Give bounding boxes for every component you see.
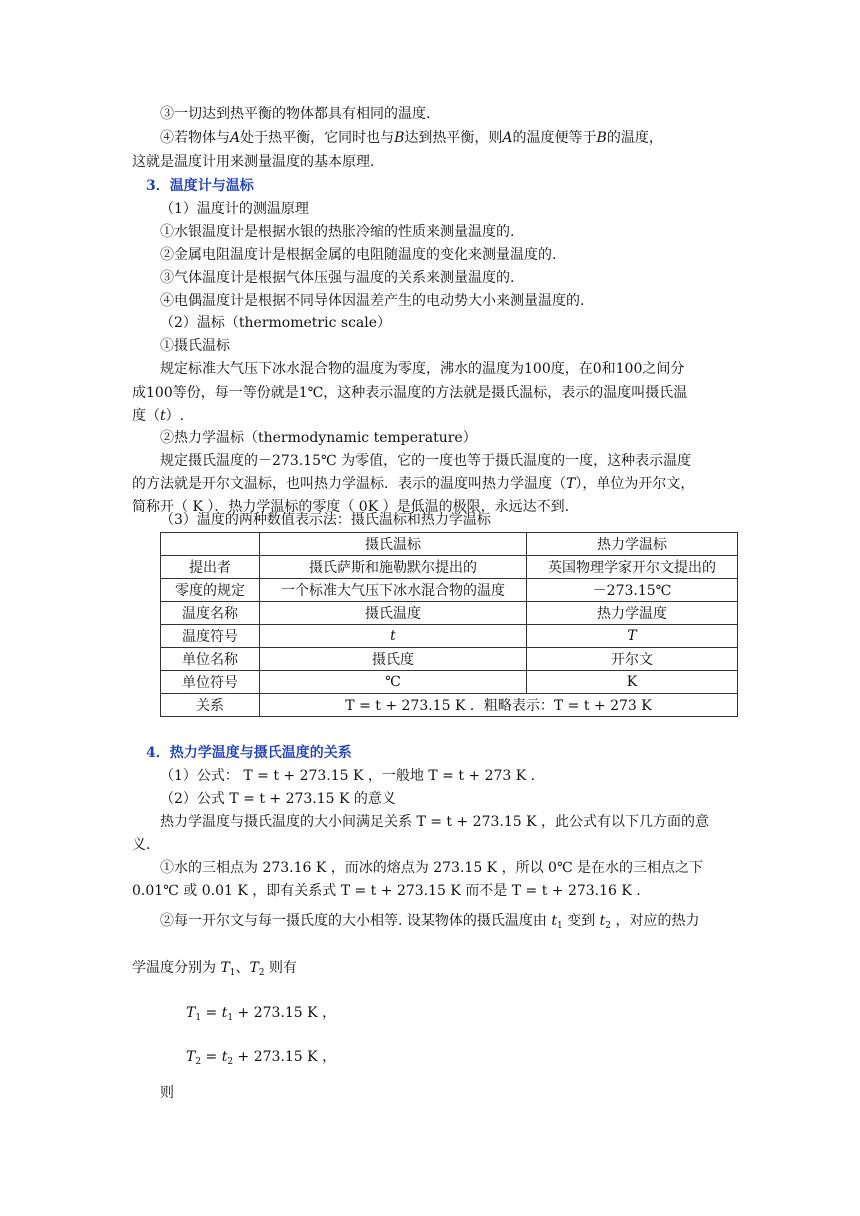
subscript: 2: [258, 968, 265, 978]
text-segment: =: [201, 1005, 222, 1021]
paragraph-line: 这就是温度计用来测量温度的基本原理.: [132, 154, 375, 170]
paragraph-line: 热力学温度与摄氏温度的大小间满足关系 T = t + 273.15 K ，此公式有以下几方面的意: [160, 814, 710, 830]
section-heading-4: 4．热力学温度与摄氏温度的关系: [146, 745, 352, 761]
table-row: [161, 694, 738, 717]
symbol-a: A: [502, 130, 513, 146]
paragraph-line: 0.01℃ 或 0.01 K ，即有关系式 T = t + 273.15 K 而不是 T = t + 273.16 K .: [132, 883, 641, 899]
list-item-thermocouple: ④电偶温度计是根据不同导体因温差产生的电动势大小来测量温度的.: [160, 293, 585, 309]
table-cell: 单位符号: [161, 671, 260, 694]
text-segment: ，对应的热力: [611, 913, 700, 929]
paragraph-line: 则: [160, 1085, 174, 1101]
paragraph-line: 义.: [132, 837, 151, 853]
equation-t2: [186, 1047, 336, 1072]
section-heading-3: 3．温度计与温标: [146, 178, 254, 194]
table-header-row: [161, 533, 738, 556]
text-segment: 的温度便等于: [512, 130, 597, 146]
subheading-temperature-scale: （2）温标（thermometric scale）: [160, 315, 392, 331]
subscript: 2: [605, 921, 612, 931]
paragraph-line: [160, 911, 699, 936]
table-cell: 温度名称: [161, 602, 260, 625]
text-segment: 的方法就是开尔文温标，也叫热力学温标．表示的温度叫热力学温度（: [132, 476, 566, 492]
text-segment: ②每一开尔文与每一摄氏度的大小相等. 设某物体的摄氏温度由: [160, 913, 552, 929]
table-cell: 摄氏温度: [260, 602, 527, 625]
text-segment: 学温度分别为: [132, 960, 221, 976]
text-segment: 、: [235, 960, 250, 976]
subscript: 1: [195, 1013, 202, 1023]
paragraph-line: 成100等份，每一等份就是1℃，这种表示温度的方法就是摄氏温标，表示的温度叫摄氏温: [132, 385, 688, 401]
paragraph-line: [132, 958, 297, 983]
paragraph-line: ①水的三相点为 273.16 K ，而冰的熔点为 273.15 K ，所以 0℃ 是在水的三相点之下: [160, 860, 704, 876]
table-header-cell: 热力学温标: [527, 533, 738, 556]
text-segment: ）.: [165, 408, 185, 424]
table-cell: 零度的规定: [161, 579, 260, 602]
table-header-cell: 摄氏温标: [260, 533, 527, 556]
text-segment: ④若物体与: [160, 130, 230, 146]
table-cell: 热力学温度: [527, 602, 738, 625]
table-cell: T = t + 273.15 K ．粗略表示：T = t + 273 K: [260, 694, 738, 717]
paragraph-line: 规定摄氏温度的－273.15℃ 为零值，它的一度也等于摄氏温度的一度，这种表示温度: [160, 453, 692, 469]
text-segment: ），单位为开尔文，: [575, 476, 695, 492]
table-row: [161, 625, 738, 648]
table-cell: 一个标准大气压下冰水混合物的温度: [260, 579, 527, 602]
subheading-celsius: ①摄氏温标: [160, 338, 230, 354]
text-segment: 度（: [132, 408, 160, 424]
symbol-a: A: [230, 130, 241, 146]
table-cell: 开尔文: [527, 648, 738, 671]
table-cell: K: [527, 671, 738, 694]
table-cell: ℃: [260, 671, 527, 694]
text-segment: + 273.15 K ，: [233, 1005, 337, 1021]
paragraph-line: [132, 474, 694, 494]
text-segment: 变到: [562, 913, 600, 929]
formula-meaning-line: （2）公式 T = t + 273.15 K 的意义: [160, 791, 396, 807]
table-cell: 关系: [161, 694, 260, 717]
symbol-T: T: [566, 476, 576, 492]
subscript: 1: [229, 968, 236, 978]
symbol-T: T: [220, 960, 230, 976]
table-cell: t: [260, 625, 527, 648]
list-item-gas: ③气体温度计是根据气体压强与温度的关系来测量温度的.: [160, 270, 515, 286]
symbol-T: T: [249, 960, 259, 976]
table-cell: T: [527, 625, 738, 648]
table-cell: －273.15℃: [527, 579, 738, 602]
symbol-t: t: [221, 1005, 228, 1021]
text-segment: + 273.15 K ，: [233, 1049, 337, 1065]
symbol-t: t: [599, 913, 606, 929]
equation-t1: [186, 1003, 336, 1028]
subheading-kelvin: ②热力学温标（thermodynamic temperature）: [160, 430, 477, 446]
paragraph-thermal-equilibrium-4: [160, 128, 663, 148]
table-cell: 英国物理学家开尔文提出的: [527, 556, 738, 579]
symbol-t: t: [551, 913, 557, 929]
subheading-measuring-principle: （1）温度计的测温原理: [160, 201, 309, 217]
subscript: 1: [557, 921, 563, 931]
formula-line: （1）公式： T = t + 273.15 K ，一般地 T = t + 273 K .: [160, 768, 536, 784]
table-row: [161, 671, 738, 694]
subscript: 2: [227, 1057, 234, 1067]
table-header-cell: [161, 533, 260, 556]
paragraph-line: [132, 406, 184, 426]
comparison-table: [160, 532, 738, 717]
list-item-mercury: ①水银温度计是根据水银的热胀冷缩的性质来测量温度的.: [160, 224, 515, 240]
symbol-b: B: [394, 130, 405, 146]
table-row: [161, 602, 738, 625]
paragraph-line: 规定标准大气压下冰水混合物的温度为零度，沸水的温度为100度，在0和100之间分: [160, 361, 685, 377]
text-segment: =: [201, 1049, 222, 1065]
table-cell: 温度符号: [161, 625, 260, 648]
subscript: 2: [195, 1057, 202, 1067]
paragraph-thermal-equilibrium-3: ③一切达到热平衡的物体都具有相同的温度.: [160, 106, 431, 122]
subscript: 1: [227, 1013, 234, 1023]
table-cell: 摄氏度: [260, 648, 527, 671]
paragraph-line: 简称开（ K ）．热力学温标的零度（ 0K ）是低温的极限，永远达不到.: [132, 499, 570, 515]
table-cell: 提出者: [161, 556, 260, 579]
text-segment: 的温度，: [606, 130, 663, 146]
subheading-two-scales: （3）温度的两种数值表示法：摄氏温标和热力学温标: [160, 512, 491, 528]
list-item-metal-resistance: ②金属电阻温度计是根据金属的电阻随温度的变化来测量温度的.: [160, 247, 557, 263]
symbol-T: T: [186, 1005, 196, 1021]
table-row: [161, 579, 738, 602]
symbol-b: B: [596, 130, 607, 146]
symbol-T: T: [186, 1049, 196, 1065]
table-cell: 摄氏萨斯和施勒默尔提出的: [260, 556, 527, 579]
text-segment: 则有: [264, 960, 298, 976]
symbol-t: t: [221, 1049, 228, 1065]
table-cell: 单位名称: [161, 648, 260, 671]
table-row: [161, 648, 738, 671]
symbol-t: t: [160, 408, 166, 424]
table-row: [161, 556, 738, 579]
text-segment: 处于热平衡，它同时也与: [240, 130, 395, 146]
text-segment: 达到热平衡，则: [404, 130, 503, 146]
